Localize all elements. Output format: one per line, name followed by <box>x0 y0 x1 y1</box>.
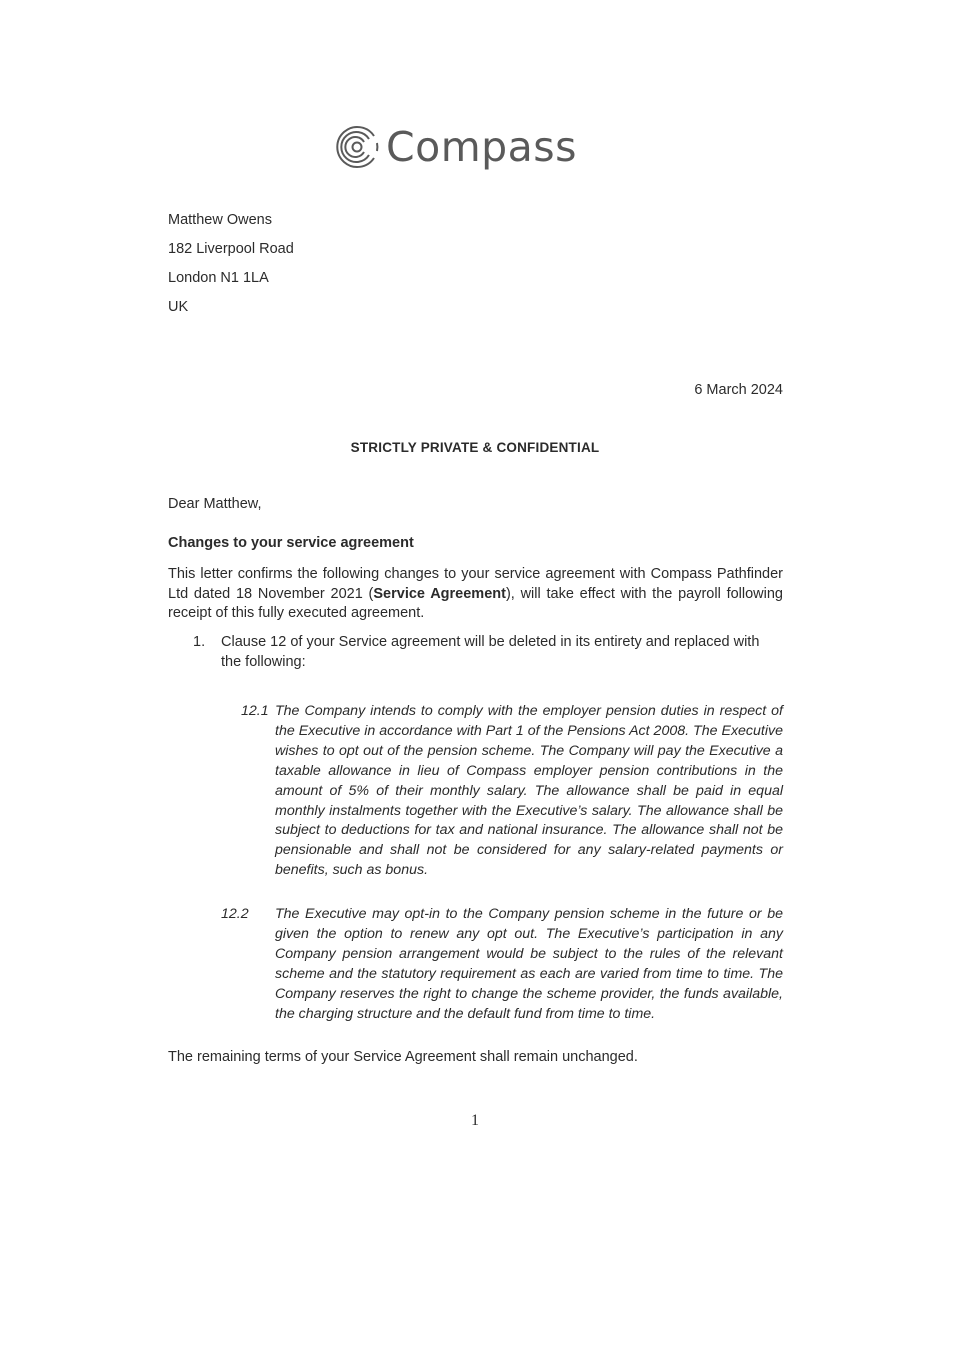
address-line-2: London N1 1LA <box>168 270 269 286</box>
clause-text: The Company intends to comply with the employer pension duties in respect of the Executive in accordance with Part 1 of the Pensions Act 2008. The Executive wishes to opt out of the pension scheme. The Company will pay the Executive a taxable allowance in lieu of Compass employer pension contributions in the amount of 5% of their monthly salary. The allowance shall be paid in equal monthly instalments together with the Executive’s salary. The allowance shall be subject to deductions for tax and national insurance. The allowance shall not be pensionable and shall not be considered for any salary-related payments or benefits, such as bonus. <box>275 703 783 879</box>
logo-wordmark: Compass <box>386 123 578 171</box>
closing-paragraph: The remaining terms of your Service Agreement shall remain unchanged. <box>168 1049 638 1065</box>
letter-date: 6 March 2024 <box>694 382 783 398</box>
list-item-text: Clause 12 of your Service agreement will be deleted in its entirety and replaced with the following: <box>221 634 760 670</box>
list-item <box>193 633 783 672</box>
greeting: Dear Matthew, <box>168 496 262 512</box>
confidential-heading: STRICTLY PRIVATE & CONFIDENTIAL <box>350 440 600 455</box>
page-number: 1 <box>471 1112 479 1129</box>
address-country: UK <box>168 299 189 315</box>
subject-heading: Changes to your service agreement <box>168 535 414 551</box>
intro-bold-term: Service Agreement <box>373 585 506 602</box>
address-line-1: 182 Liverpool Road <box>168 241 294 257</box>
list-item-number: 1. <box>193 634 206 650</box>
intro-text-after: ), will take effect with the payroll following receipt of this fully executed agreement. <box>168 585 783 621</box>
recipient-address <box>168 206 294 322</box>
company-logo <box>334 122 577 172</box>
clause-number: 12.1 <box>241 703 269 719</box>
recipient-name: Matthew Owens <box>168 212 272 228</box>
clause-12-1 <box>241 702 783 881</box>
compass-logo-icon <box>334 124 380 170</box>
clause-text: The Executive may opt-in to the Company pension scheme in the future or be given the option to renew any opt out. The Executive’s participation in any Company pension arrangement would be subject to the rules of the relevant scheme and the statutory requirement as each are varied from time to time. The Company reserves the right to change the scheme provider, the funds available, the charging structure and the default fund from time to time. <box>275 906 783 1022</box>
clause-12-2 <box>221 905 783 1024</box>
intro-text-before: This letter confirms the following changes to your service agreement with Compass Pathfinder Ltd dated 18 November 2021 ( <box>168 566 783 602</box>
clause-number: 12.2 <box>221 906 249 922</box>
intro-paragraph <box>168 565 783 624</box>
